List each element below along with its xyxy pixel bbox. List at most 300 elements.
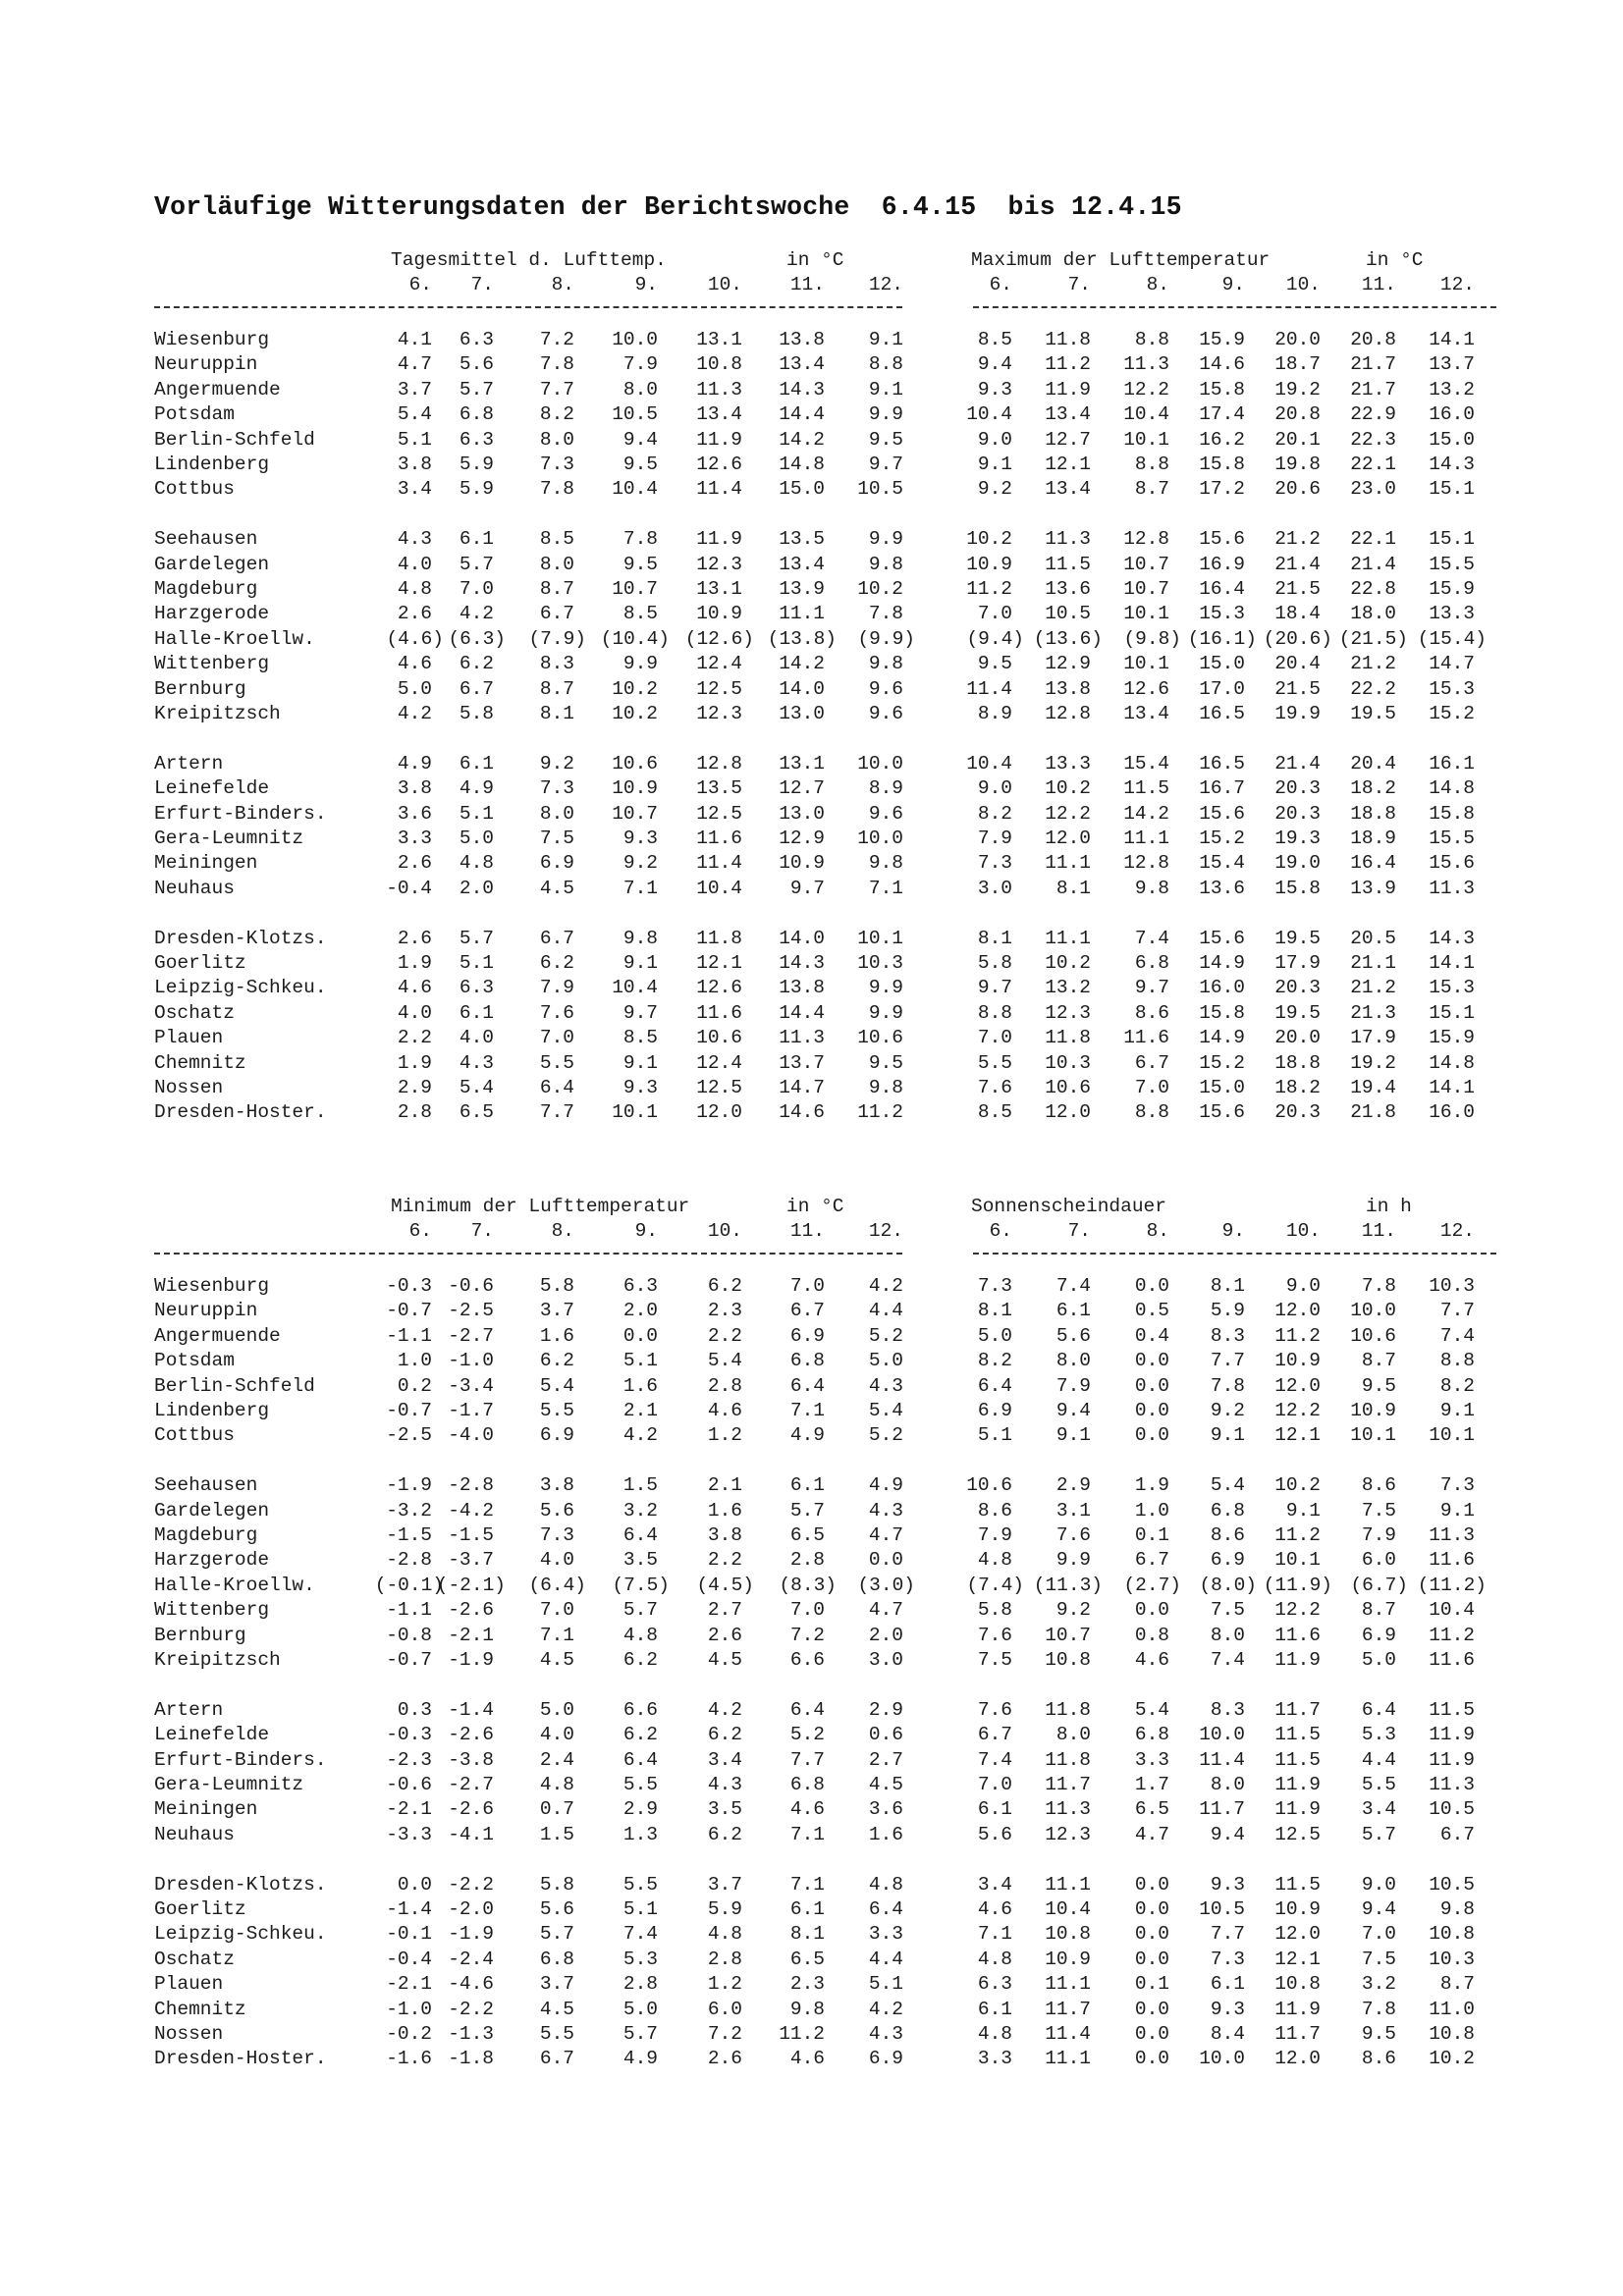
station-name: Neuruppin	[154, 1300, 258, 1322]
value-cell: 7.3	[539, 1524, 574, 1546]
value-cell: 8.7	[539, 677, 574, 700]
value-cell: 9.8	[868, 1077, 903, 1098]
value-cell: 11.3	[696, 378, 742, 400]
value-cell: -4.1	[448, 1823, 494, 1845]
value-cell: 8.4	[1210, 2023, 1245, 2045]
value-cell: 9.1	[1210, 1424, 1245, 1447]
value-cell: 13.0	[779, 703, 825, 724]
day-header-11: 11.	[789, 1220, 825, 1242]
station-name: Goerlitz	[154, 952, 246, 974]
value-cell: 8.6	[1210, 1524, 1245, 1546]
value-cell: 11.4	[696, 852, 742, 875]
value-cell: -2.6	[448, 1599, 494, 1622]
value-cell: 11.6	[1274, 1624, 1321, 1646]
value-cell: -0.7	[386, 1649, 432, 1671]
value-cell: 11.9	[1274, 1798, 1321, 1821]
value-cell: 6.7	[977, 1724, 1012, 1746]
value-cell: 14.4	[779, 403, 825, 426]
value-cell: 12.8	[1045, 703, 1091, 724]
value-cell: -0.8	[386, 1624, 432, 1646]
value-cell: 10.4	[1429, 1599, 1475, 1622]
station-name: Cottbus	[154, 478, 235, 501]
value-cell: 6.6	[622, 1698, 658, 1721]
value-cell: 11.4	[696, 478, 742, 501]
value-cell: 10.2	[857, 578, 903, 600]
value-cell: 11.1	[1045, 2048, 1091, 2070]
value-cell: 4.0	[397, 1001, 432, 1024]
value-cell: 5.9	[1210, 1300, 1245, 1322]
value-cell: -4.6	[448, 1973, 494, 1996]
station-name: Wittenberg	[154, 653, 270, 675]
value-cell: 7.0	[789, 1599, 825, 1622]
value-cell: 4.5	[539, 1998, 574, 2020]
value-cell: 12.6	[696, 977, 742, 999]
station-name: Wittenberg	[154, 1599, 270, 1622]
value-cell: 13.4	[1045, 403, 1091, 426]
value-cell: -2.5	[448, 1300, 494, 1322]
value-cell: 13.8	[1045, 677, 1091, 700]
value-cell: 12.3	[696, 553, 742, 575]
value-cell: 6.3	[977, 1973, 1012, 1996]
value-cell: 3.3	[1134, 1748, 1169, 1771]
value-cell: 7.8	[622, 528, 658, 551]
value-cell: 13.2	[1429, 378, 1475, 400]
value-cell: (2.7)	[1123, 1574, 1181, 1596]
value-cell: 4.8	[977, 1549, 1012, 1572]
value-cell: (11.3)	[1033, 1574, 1103, 1596]
value-cell: 10.3	[1045, 1051, 1091, 1074]
value-cell: 12.0	[1274, 1374, 1321, 1397]
value-cell: 10.7	[1045, 1624, 1091, 1646]
value-cell: 7.5	[1361, 1499, 1396, 1522]
value-cell: 3.4	[977, 1873, 1012, 1896]
day-header-7: 7.	[470, 1220, 494, 1242]
value-cell: 6.7	[459, 677, 494, 700]
value-cell: 1.5	[622, 1474, 658, 1497]
value-cell: 0.0	[397, 1873, 432, 1896]
value-cell: 2.9	[622, 1798, 658, 1821]
value-cell: 13.1	[696, 578, 742, 600]
value-cell: 8.5	[539, 528, 574, 551]
value-cell: 9.1	[1285, 1499, 1321, 1522]
value-cell: 10.0	[1199, 1724, 1245, 1746]
value-cell: 0.0	[1134, 1873, 1169, 1896]
value-cell: 19.3	[1274, 828, 1321, 849]
value-cell: 13.3	[1429, 603, 1475, 625]
value-cell: 6.4	[622, 1524, 658, 1546]
value-cell: 2.4	[539, 1748, 574, 1771]
value-cell: 15.2	[1429, 703, 1475, 724]
value-cell: 15.3	[1429, 677, 1475, 700]
value-cell: 8.5	[977, 1101, 1012, 1124]
value-cell: 14.7	[1429, 653, 1475, 675]
value-cell: 9.5	[868, 1051, 903, 1074]
value-cell: 11.6	[1429, 1649, 1475, 1671]
value-cell: 10.8	[1429, 2023, 1475, 2045]
value-cell: 11.7	[1199, 1798, 1245, 1821]
value-cell: 13.7	[1429, 353, 1475, 376]
value-cell: 20.3	[1274, 1101, 1321, 1124]
right-dashed-rule	[973, 306, 1496, 308]
value-cell: 9.3	[1210, 1873, 1245, 1896]
value-cell: 4.3	[868, 1374, 903, 1397]
value-cell: 12.5	[696, 802, 742, 825]
value-cell: 12.9	[1045, 653, 1091, 675]
value-cell: 7.7	[789, 1748, 825, 1771]
value-cell: 21.4	[1274, 553, 1321, 575]
value-cell: 20.6	[1274, 478, 1321, 501]
value-cell: 4.8	[397, 578, 432, 600]
value-cell: 12.4	[696, 1051, 742, 1074]
value-cell: 1.6	[707, 1499, 742, 1522]
value-cell: -2.8	[448, 1474, 494, 1497]
value-cell: 18.7	[1274, 353, 1321, 376]
value-cell: 12.6	[1123, 677, 1169, 700]
value-cell: 7.2	[789, 1624, 825, 1646]
value-cell: 5.7	[459, 378, 494, 400]
value-cell: 14.3	[779, 952, 825, 974]
value-cell: 9.6	[868, 802, 903, 825]
value-cell: -0.6	[448, 1275, 494, 1297]
value-cell: 7.5	[539, 828, 574, 849]
value-cell: 12.6	[696, 454, 742, 475]
station-name: Harzgerode	[154, 603, 270, 625]
value-cell: 6.9	[539, 1424, 574, 1447]
value-cell: -2.4	[448, 1948, 494, 1970]
value-cell: 1.0	[397, 1350, 432, 1372]
value-cell: 11.7	[1045, 1998, 1091, 2020]
value-cell: 6.1	[977, 1998, 1012, 2020]
value-cell: -2.1	[448, 1624, 494, 1646]
value-cell: 12.0	[1274, 1300, 1321, 1322]
value-cell: 7.3	[977, 1275, 1012, 1297]
value-cell: 6.1	[459, 752, 494, 774]
value-cell: 15.2	[1199, 1051, 1245, 1074]
value-cell: 5.5	[622, 1873, 658, 1896]
value-cell: 4.2	[397, 703, 432, 724]
day-header-10: 10.	[707, 1220, 742, 1242]
value-cell: 5.4	[1210, 1474, 1245, 1497]
value-cell: 20.5	[1350, 927, 1396, 949]
value-cell: 14.1	[1429, 1077, 1475, 1098]
value-cell: 11.3	[1429, 1524, 1475, 1546]
value-cell: 4.8	[459, 852, 494, 875]
value-cell: 9.0	[1285, 1275, 1321, 1297]
station-name: Bernburg	[154, 677, 246, 700]
value-cell: 10.1	[1350, 1424, 1396, 1447]
value-cell: 6.4	[622, 1748, 658, 1771]
value-cell: 10.1	[1429, 1424, 1475, 1447]
value-cell: 15.3	[1429, 977, 1475, 999]
value-cell: 8.1	[1210, 1275, 1245, 1297]
value-cell: 6.8	[1134, 952, 1169, 974]
value-cell: (10.4)	[600, 627, 670, 650]
value-cell: 8.7	[1361, 1599, 1396, 1622]
value-cell: 4.7	[868, 1599, 903, 1622]
value-cell: 0.0	[1134, 1424, 1169, 1447]
value-cell: 9.1	[868, 329, 903, 350]
value-cell: 7.4	[1134, 927, 1169, 949]
station-name: Dresden-Hoster.	[154, 2048, 327, 2070]
value-cell: -3.4	[448, 1374, 494, 1397]
value-cell: 7.1	[868, 877, 903, 899]
value-cell: 3.3	[977, 2048, 1012, 2070]
value-cell: 5.1	[622, 1350, 658, 1372]
value-cell: 7.7	[1210, 1923, 1245, 1946]
value-cell: 7.0	[459, 578, 494, 600]
station-name: Seehausen	[154, 528, 258, 551]
value-cell: 9.7	[789, 877, 825, 899]
value-cell: 10.6	[696, 1027, 742, 1049]
value-cell: 7.0	[539, 1027, 574, 1049]
value-cell: 5.9	[459, 454, 494, 475]
value-cell: 11.7	[1045, 1774, 1091, 1795]
value-cell: 18.2	[1274, 1077, 1321, 1098]
value-cell: 21.7	[1350, 353, 1396, 376]
value-cell: 6.6	[789, 1649, 825, 1671]
value-cell: 7.1	[977, 1923, 1012, 1946]
value-cell: 14.8	[1429, 777, 1475, 800]
station-name: Potsdam	[154, 403, 235, 426]
station-name: Halle-Kroellw.	[154, 627, 315, 650]
value-cell: 2.6	[707, 2048, 742, 2070]
value-cell: 7.9	[1055, 1374, 1091, 1397]
value-cell: 21.8	[1350, 1101, 1396, 1124]
value-cell: 21.7	[1350, 378, 1396, 400]
value-cell: 12.2	[1123, 378, 1169, 400]
value-cell: 7.2	[707, 2023, 742, 2045]
value-cell: 11.5	[1274, 1873, 1321, 1896]
value-cell: 4.3	[397, 528, 432, 551]
value-cell: (11.2)	[1417, 1574, 1487, 1596]
value-cell: 8.0	[622, 378, 658, 400]
value-cell: 5.0	[397, 677, 432, 700]
value-cell: 12.0	[1274, 1923, 1321, 1946]
value-cell: 13.8	[779, 977, 825, 999]
value-cell: 11.5	[1123, 777, 1169, 800]
value-cell: 4.5	[539, 877, 574, 899]
value-cell: 7.1	[789, 1400, 825, 1421]
right-section-1-unit: in °C	[1366, 249, 1424, 271]
value-cell: 5.6	[539, 1499, 574, 1522]
value-cell: 20.8	[1274, 403, 1321, 426]
value-cell: 1.0	[1134, 1499, 1169, 1522]
value-cell: 1.6	[539, 1324, 574, 1347]
value-cell: 14.3	[1429, 927, 1475, 949]
value-cell: 13.6	[1045, 578, 1091, 600]
value-cell: 10.9	[779, 852, 825, 875]
value-cell: 8.6	[1134, 1001, 1169, 1024]
value-cell: 11.0	[1429, 1998, 1475, 2020]
value-cell: 9.9	[622, 653, 658, 675]
value-cell: 5.7	[459, 927, 494, 949]
value-cell: 5.8	[459, 703, 494, 724]
value-cell: 0.0	[622, 1324, 658, 1347]
value-cell: 5.0	[459, 828, 494, 849]
value-cell: 5.1	[977, 1424, 1012, 1447]
station-name: Lindenberg	[154, 1400, 270, 1421]
day-header-9: 9.	[1221, 1220, 1245, 1242]
value-cell: 8.6	[1361, 1474, 1396, 1497]
value-cell: 5.4	[397, 403, 432, 426]
value-cell: 6.8	[1134, 1724, 1169, 1746]
value-cell: 15.8	[1199, 454, 1245, 475]
value-cell: -3.7	[448, 1549, 494, 1572]
value-cell: 10.4	[966, 752, 1012, 774]
value-cell: 10.5	[1429, 1873, 1475, 1896]
station-name: Erfurt-Binders.	[154, 1748, 327, 1771]
value-cell: 11.1	[1045, 927, 1091, 949]
value-cell: 19.5	[1274, 1001, 1321, 1024]
value-cell: 5.7	[539, 1923, 574, 1946]
value-cell: 4.9	[868, 1474, 903, 1497]
day-header-10: 10.	[1285, 1220, 1321, 1242]
value-cell: 19.5	[1350, 703, 1396, 724]
station-name: Wiesenburg	[154, 1275, 270, 1297]
value-cell: -1.0	[448, 1350, 494, 1372]
value-cell: 8.2	[1439, 1374, 1475, 1397]
value-cell: 9.3	[622, 1077, 658, 1098]
value-cell: 12.8	[1123, 852, 1169, 875]
value-cell: 2.3	[789, 1973, 825, 1996]
value-cell: 9.7	[622, 1001, 658, 1024]
value-cell: 12.0	[1045, 828, 1091, 849]
value-cell: 7.6	[977, 1624, 1012, 1646]
value-cell: 12.3	[696, 703, 742, 724]
value-cell: 4.7	[868, 1524, 903, 1546]
value-cell: 3.8	[707, 1524, 742, 1546]
value-cell: 14.2	[779, 428, 825, 451]
value-cell: -1.3	[448, 2023, 494, 2045]
value-cell: 4.4	[868, 1300, 903, 1322]
value-cell: 9.0	[977, 777, 1012, 800]
value-cell: 3.8	[397, 777, 432, 800]
value-cell: (21.5)	[1338, 627, 1408, 650]
value-cell: 11.7	[1274, 1698, 1321, 1721]
value-cell: 10.9	[966, 553, 1012, 575]
value-cell: 5.7	[459, 553, 494, 575]
value-cell: 7.8	[1361, 1998, 1396, 2020]
value-cell: 4.7	[1134, 1823, 1169, 1845]
station-name: Lindenberg	[154, 454, 270, 475]
value-cell: 10.7	[612, 578, 658, 600]
value-cell: 9.5	[868, 428, 903, 451]
value-cell: -0.4	[386, 1948, 432, 1970]
value-cell: 12.0	[696, 1101, 742, 1124]
value-cell: 10.4	[612, 977, 658, 999]
value-cell: 14.3	[779, 378, 825, 400]
value-cell: 9.3	[622, 828, 658, 849]
value-cell: 8.3	[539, 653, 574, 675]
value-cell: -2.7	[448, 1774, 494, 1795]
value-cell: 9.6	[868, 677, 903, 700]
value-cell: 2.8	[707, 1374, 742, 1397]
value-cell: (4.5)	[696, 1574, 754, 1596]
value-cell: 10.7	[612, 802, 658, 825]
value-cell: 7.5	[1361, 1948, 1396, 1970]
value-cell: 10.1	[1123, 653, 1169, 675]
value-cell: 6.5	[789, 1948, 825, 1970]
value-cell: 3.2	[622, 1499, 658, 1522]
value-cell: (11.9)	[1263, 1574, 1332, 1596]
value-cell: 12.0	[1274, 2048, 1321, 2070]
value-cell: 10.5	[1045, 603, 1091, 625]
value-cell: 15.1	[1429, 1001, 1475, 1024]
day-header-11: 11.	[1361, 1220, 1396, 1242]
station-name: Cottbus	[154, 1424, 235, 1447]
value-cell: 4.2	[868, 1275, 903, 1297]
value-cell: 5.1	[622, 1898, 658, 1920]
value-cell: 9.5	[622, 454, 658, 475]
value-cell: 11.4	[1045, 2023, 1091, 2045]
station-name: Dresden-Klotzs.	[154, 1873, 327, 1896]
value-cell: 11.1	[1045, 852, 1091, 875]
value-cell: 9.5	[977, 653, 1012, 675]
station-name: Neuhaus	[154, 1823, 235, 1845]
value-cell: 11.3	[1429, 1774, 1475, 1795]
value-cell: 11.9	[1274, 1774, 1321, 1795]
value-cell: 13.4	[1123, 703, 1169, 724]
value-cell: 3.1	[1055, 1499, 1091, 1522]
station-name: Halle-Kroellw.	[154, 1574, 315, 1596]
value-cell: -2.8	[386, 1549, 432, 1572]
value-cell: 10.6	[857, 1027, 903, 1049]
value-cell: 20.8	[1350, 329, 1396, 350]
value-cell: 15.1	[1429, 528, 1475, 551]
value-cell: 9.7	[977, 977, 1012, 999]
value-cell: 5.4	[1134, 1698, 1169, 1721]
value-cell: 5.3	[1361, 1724, 1396, 1746]
station-name: Neuruppin	[154, 353, 258, 376]
value-cell: 8.0	[539, 428, 574, 451]
value-cell: 14.2	[779, 653, 825, 675]
value-cell: 10.9	[612, 777, 658, 800]
value-cell: 11.9	[1274, 1649, 1321, 1671]
value-cell: 4.4	[1361, 1748, 1396, 1771]
value-cell: 11.4	[1199, 1748, 1245, 1771]
value-cell: 8.6	[1361, 2048, 1396, 2070]
value-cell: 7.0	[539, 1599, 574, 1622]
value-cell: 3.8	[539, 1474, 574, 1497]
value-cell: 11.1	[1045, 1973, 1091, 1996]
value-cell: 0.0	[1134, 1898, 1169, 1920]
day-header-12: 12.	[868, 274, 903, 295]
value-cell: 5.8	[539, 1873, 574, 1896]
value-cell: 11.1	[1123, 828, 1169, 849]
value-cell: 5.9	[707, 1898, 742, 1920]
value-cell: 8.8	[1134, 1101, 1169, 1124]
value-cell: 0.0	[1134, 1400, 1169, 1421]
left-section-2-label: Minimum der Lufttemperatur	[391, 1196, 690, 1217]
value-cell: 16.5	[1199, 752, 1245, 774]
value-cell: 7.9	[539, 977, 574, 999]
station-name: Bernburg	[154, 1624, 246, 1646]
value-cell: 16.4	[1199, 578, 1245, 600]
station-name: Oschatz	[154, 1001, 235, 1024]
value-cell: 7.9	[622, 353, 658, 376]
value-cell: 11.9	[1045, 378, 1091, 400]
value-cell: 2.7	[868, 1748, 903, 1771]
value-cell: 12.9	[779, 828, 825, 849]
value-cell: 9.3	[1210, 1998, 1245, 2020]
value-cell: 11.6	[1429, 1549, 1475, 1572]
value-cell: 2.0	[622, 1300, 658, 1322]
station-name: Berlin-Schfeld	[154, 428, 315, 451]
value-cell: -0.3	[386, 1275, 432, 1297]
value-cell: 19.5	[1274, 927, 1321, 949]
value-cell: 0.3	[397, 1698, 432, 1721]
value-cell: 15.6	[1199, 1101, 1245, 1124]
